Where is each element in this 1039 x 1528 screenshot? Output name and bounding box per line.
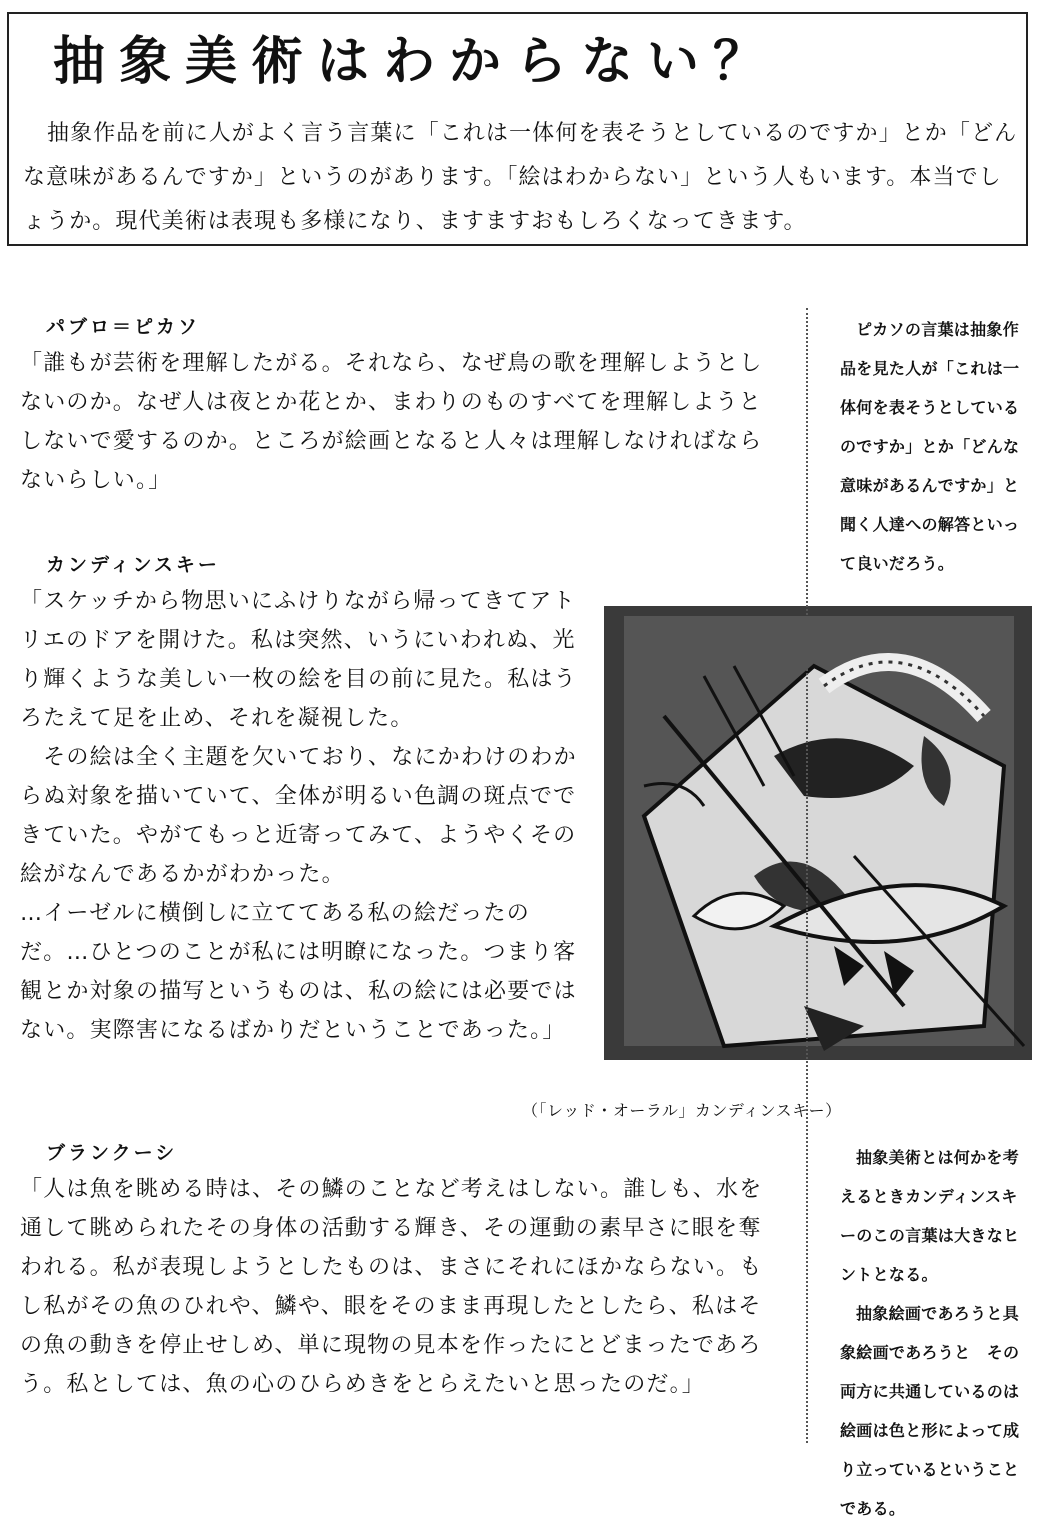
artwork-caption: （「レッド・オーラル」カンディンスキー）	[522, 1101, 842, 1120]
intro-box	[7, 12, 1028, 246]
quote-text-brancusi: 「人は魚を眺める時は、その鱗のことなど考えはしない。誰しも、水を通して眺められたその身体の活動する輝き、その運動の素早さに眼を奪われる。私が表現しようとしたものは、まさにそれにほかならない。もし私がその魚のひれや、鱗や、眼をそのまま再現したとしたら、私はその魚の動きを停止せしめ、単に現物の見本を作ったにとどまったであろう。私としては、魚の心のひらめきをとらえたいと思ったのだ。」	[20, 1177, 763, 1397]
artwork-illustration	[604, 606, 1032, 1060]
page-title: 抽象美術はわからない？	[53, 32, 780, 92]
side-note-kandinsky	[840, 1138, 1025, 1528]
quote-text-kandinsky: 「スケッチから物思いにふけりながら帰ってきてアトリエのドアを開けた。私は突然、いうにいわれぬ、光り輝くような美しい一枚の絵を目の前に見た。私はうろたえて足を止め、それを凝視した。 その絵は全く主題を欠いており、なにかわけのわからぬ対象を描いていて、全体が明るい色調の斑点でできていた。やがてもっと近寄ってみて、ようやくその絵がなんであるかがわかった。 …イーゼルに横倒しに立ててある私の絵だったのだ。…ひとつのことが私には明瞭になった。つまり客観とか対象の描写というものは、私の絵には必要ではない。実際害になるばかりだということであった。」	[20, 589, 577, 1043]
quote-kandinsky	[20, 552, 590, 1050]
side-note-picasso	[840, 310, 1025, 583]
side-note-kandinsky-text-2: 抽象絵画であろうと具象絵画であろうと その両方に共通しているのは絵画は色と形によって成り立っているということである。	[840, 1304, 1020, 1518]
speaker-kandinsky: カンディンスキー	[46, 554, 220, 576]
speaker-brancusi: ブランクーシ	[46, 1142, 178, 1164]
quote-picasso	[20, 314, 780, 500]
side-note-kandinsky-text-1: 抽象美術とは何かを考えるときカンディンスキーのこの言葉は大きなヒントとなる。	[840, 1148, 1020, 1284]
quote-brancusi	[20, 1140, 780, 1404]
artwork-red-oval	[604, 606, 1032, 1060]
side-note-picasso-text: ピカソの言葉は抽象作品を見た人が「これは一体何を表そうとしているのですか」とか「どんな意味があるんですか」と聞く人達への解答といって良いだろう。	[840, 320, 1020, 573]
column-divider	[806, 308, 808, 1443]
quote-text-picasso: 「誰もが芸術を理解したがる。それなら、なぜ鳥の歌を理解しようとしないのか。なぜ人は夜とか花とか、まわりのものすべてを理解しようとしないで愛するのか。ところが絵画となると人々は理解しなければならないらしい。」	[20, 351, 763, 493]
intro-text: 抽象作品を前に人がよく言う言葉に「これは一体何を表そうとしているのですか」とか「どんな意味があるんですか」というのがあります。「絵はわからない」という人もいます。本当でしょうか。現代美術は表現も多様になり、ますますおもしろくなってきます。	[23, 121, 1018, 234]
speaker-picasso: パブロ＝ピカソ	[46, 316, 201, 338]
